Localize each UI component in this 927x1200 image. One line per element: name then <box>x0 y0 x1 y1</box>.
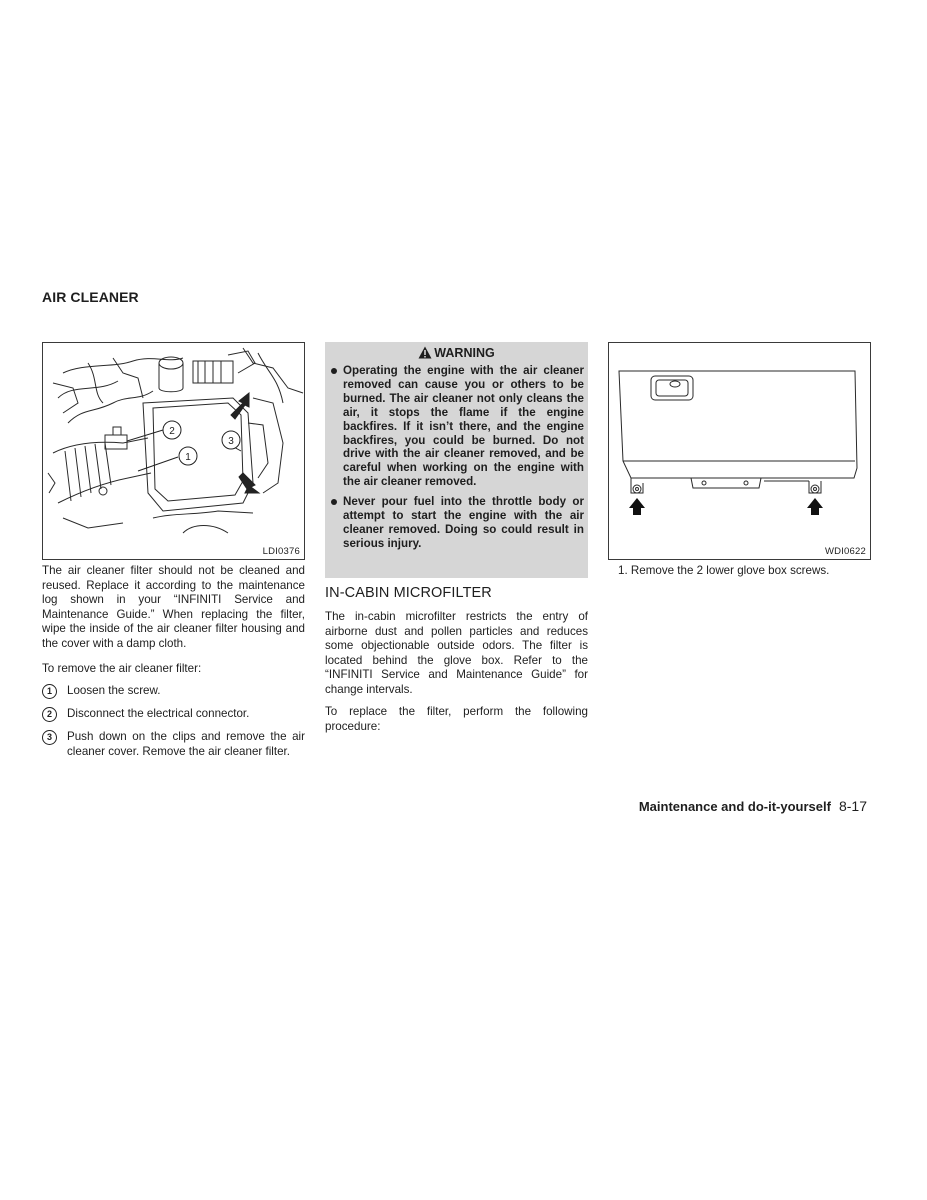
warning-icon <box>418 346 432 359</box>
step-item <box>42 730 305 759</box>
callout-2: 2 <box>169 426 175 437</box>
step-number: 2 <box>42 707 57 722</box>
footer-section: Maintenance and do-it-yourself <box>638 799 831 814</box>
procedure-lead: To replace the filter, perform the following procedure: <box>325 705 588 733</box>
callout-1: 1 <box>185 452 191 463</box>
warning-title: WARNING <box>434 346 495 360</box>
step-text: Loosen the screw. <box>67 684 161 697</box>
figure-code: LDI0376 <box>262 546 300 557</box>
callout-3: 3 <box>228 436 234 447</box>
warning-item-text: Never pour fuel into the throttle body or attempt to start the engine with the air cleaner removed. Doing so could result in serious injury. <box>343 495 584 550</box>
instruction-lead: To remove the air cleaner filter: <box>42 662 202 675</box>
glove-box-illustration <box>609 343 870 543</box>
microfilter-heading: IN-CABIN MICROFILTER <box>325 585 492 601</box>
bullet-icon <box>331 368 337 374</box>
warning-item <box>325 495 588 551</box>
warning-item-text: Operating the engine with the air cleaner removed can cause you or others to be burned. The air cleaner not only cleans the air, it stops the flame if the engine backfires. If it isn’t there, and the engine backfires, you could be burned. Do not drive with the air cleaner removed, and be careful when working on the engine with the air cleaner removed. <box>343 364 584 489</box>
step-item <box>42 707 305 722</box>
step-text: Push down on the clips and remove the air cleaner cover. Remove the air cleaner filter. <box>67 730 305 758</box>
step-number: 3 <box>42 730 57 745</box>
page-footer <box>639 798 867 814</box>
steps-list <box>42 684 305 759</box>
step-item <box>42 684 305 699</box>
warning-list <box>325 364 588 551</box>
figure-code: WDI0622 <box>824 546 866 557</box>
step-text: Disconnect the electrical connector. <box>67 707 250 720</box>
page-number: 8-17 <box>838 798 867 814</box>
warning-box <box>325 342 588 578</box>
glove-box-figure <box>608 342 871 560</box>
glove-box-step: 1. Remove the 2 lower glove box screws. <box>618 564 830 577</box>
step-number: 1 <box>42 684 57 699</box>
bullet-icon <box>331 499 337 505</box>
warning-header <box>325 342 588 364</box>
intro-paragraph: The air cleaner filter should not be cleaned and reused. Replace it according to the maintenance log shown in your “INFINITI Service and Maintenance Guide.” When replacing the filter, wipe the inside of the air cleaner filter housing and the cover with a damp cloth. <box>42 564 305 650</box>
section-title: AIR CLEANER <box>42 289 139 305</box>
engine-bay-illustration <box>43 343 304 543</box>
arrow-up-icon <box>629 498 645 515</box>
air-cleaner-figure <box>42 342 305 560</box>
arrow-up-icon <box>807 498 823 515</box>
microfilter-paragraph: The in-cabin microfilter restricts the entry of airborne dust and pollen particles and reduces some objectionable outside odors. The filter is located behind the glove box. Refer to the “INFINITI Service and Maintenance Guide” for change intervals. <box>325 610 588 696</box>
warning-item <box>325 364 588 489</box>
